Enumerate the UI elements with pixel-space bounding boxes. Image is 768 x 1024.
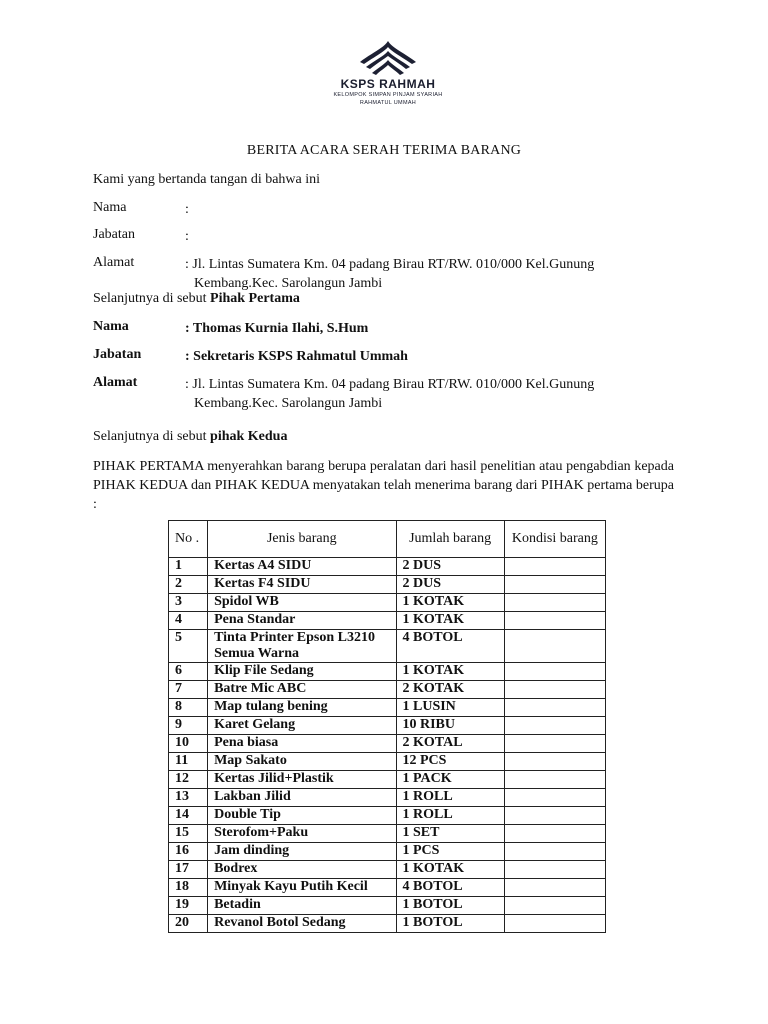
cell-no: 17 (169, 861, 208, 879)
party1-nama-value: : (185, 202, 189, 217)
table-row (169, 558, 606, 576)
cell-kondisi (504, 699, 605, 717)
party2-nama-value: : Thomas Kurnia Ilahi, S.Hum (185, 321, 369, 336)
table-row (169, 825, 606, 843)
table-row (169, 594, 606, 612)
cell-no: 16 (169, 843, 208, 861)
pihak-kedua-name: pihak Kedua (210, 429, 288, 444)
pihak-pertama-line (93, 291, 300, 307)
cell-kondisi (504, 576, 605, 594)
table-row (169, 699, 606, 717)
header-jenis: Jenis barang (208, 521, 396, 558)
party1-alamat-value (185, 255, 594, 293)
cell-jenis: Revanol Botol Sedang (208, 915, 396, 933)
table-row (169, 663, 606, 681)
party1-alamat-line2: Kembang.Kec. Sarolangun Jambi (194, 276, 383, 291)
cell-jumlah: 1 BOTOL (396, 897, 504, 915)
cell-jumlah: 1 LUSIN (396, 699, 504, 717)
cell-no: 2 (169, 576, 208, 594)
cell-jenis: Kertas Jilid+Plastik (208, 771, 396, 789)
cell-jumlah: 1 KOTAK (396, 594, 504, 612)
table-row (169, 771, 606, 789)
cell-jumlah: 1 KOTAK (396, 663, 504, 681)
party2-nama-label: Nama (93, 319, 129, 334)
cell-jumlah: 12 PCS (396, 753, 504, 771)
cell-jenis: Batre Mic ABC (208, 681, 396, 699)
cell-jenis: Kertas F4 SIDU (208, 576, 396, 594)
cell-no: 14 (169, 807, 208, 825)
table-row (169, 576, 606, 594)
party1-alamat-label: Alamat (93, 255, 135, 270)
cell-jenis: Klip File Sedang (208, 663, 396, 681)
cell-kondisi (504, 558, 605, 576)
cell-jumlah: 1 ROLL (396, 807, 504, 825)
party2-jabatan-label: Jabatan (93, 347, 142, 362)
cell-jumlah: 2 DUS (396, 558, 504, 576)
cell-kondisi (504, 915, 605, 933)
cell-kondisi (504, 771, 605, 789)
cell-no: 11 (169, 753, 208, 771)
cell-no: 10 (169, 735, 208, 753)
cell-jenis: Map tulang bening (208, 699, 396, 717)
cell-kondisi (504, 717, 605, 735)
party2-jabatan-value: : Sekretaris KSPS Rahmatul Ummah (185, 349, 408, 364)
organization-logo (318, 40, 458, 107)
party1-alamat-line1: : Jl. Lintas Sumatera Km. 04 padang Birau RT/RW. 010/000 Kel.Gunung (185, 257, 595, 272)
party1-nama-label: Nama (93, 200, 127, 215)
header-kondisi: Kondisi barang (504, 521, 605, 558)
table-row (169, 612, 606, 630)
pihak-kedua-line (93, 429, 287, 445)
cell-kondisi (504, 594, 605, 612)
cell-kondisi (504, 861, 605, 879)
table-row (169, 879, 606, 897)
table-row (169, 789, 606, 807)
cell-jenis: Tinta Printer Epson L3210 Semua Warna (208, 630, 396, 663)
cell-no: 12 (169, 771, 208, 789)
cell-no: 20 (169, 915, 208, 933)
cell-jenis: Bodrex (208, 861, 396, 879)
cell-jumlah: 10 RIBU (396, 717, 504, 735)
cell-jumlah: 2 DUS (396, 576, 504, 594)
cell-no: 13 (169, 789, 208, 807)
cell-jenis: Jam dinding (208, 843, 396, 861)
cell-jumlah: 4 BOTOL (396, 630, 504, 663)
cell-kondisi (504, 735, 605, 753)
cell-no: 3 (169, 594, 208, 612)
cell-no: 6 (169, 663, 208, 681)
party1-jabatan-label: Jabatan (93, 227, 135, 242)
table-row (169, 861, 606, 879)
cell-jenis: Minyak Kayu Putih Kecil (208, 879, 396, 897)
cell-jenis: Double Tip (208, 807, 396, 825)
cell-kondisi (504, 879, 605, 897)
cell-jumlah: 1 SET (396, 825, 504, 843)
logo-name: KSPS RAHMAH (340, 77, 436, 91)
party2-alamat-line1: : Jl. Lintas Sumatera Km. 04 padang Birau RT/RW. 010/000 Kel.Gunung (185, 377, 595, 392)
cell-jenis: Pena biasa (208, 735, 396, 753)
table-row (169, 681, 606, 699)
cell-no: 7 (169, 681, 208, 699)
cell-jenis: Sterofom+Paku (208, 825, 396, 843)
cell-kondisi (504, 825, 605, 843)
cell-no: 4 (169, 612, 208, 630)
logo-subtitle: KELOMPOK SIMPAN PINJAM SYARIAH (333, 92, 443, 98)
items-table (168, 520, 606, 933)
cell-jenis: Map Sakato (208, 753, 396, 771)
cell-jumlah: 2 KOTAK (396, 681, 504, 699)
cell-kondisi (504, 753, 605, 771)
header-jumlah: Jumlah barang (396, 521, 504, 558)
party2-alamat-value (185, 375, 594, 413)
table-header-row (169, 521, 606, 558)
table-row (169, 630, 606, 663)
cell-no: 19 (169, 897, 208, 915)
table-row (169, 735, 606, 753)
cell-no: 9 (169, 717, 208, 735)
cell-no: 15 (169, 825, 208, 843)
pihak-pertama-name: Pihak Pertama (210, 291, 300, 306)
cell-jumlah: 1 BOTOL (396, 915, 504, 933)
pihak-pertama-prefix: Selanjutnya di sebut (93, 291, 211, 306)
party1-jabatan-value: : (185, 229, 189, 244)
cell-jenis: Lakban Jilid (208, 789, 396, 807)
cell-jenis: Kertas A4 SIDU (208, 558, 396, 576)
intro-text: Kami yang bertanda tangan di bahwa ini (93, 172, 321, 187)
cell-jenis: Betadin (208, 897, 396, 915)
party2-alamat-label: Alamat (93, 375, 138, 390)
cell-jenis: Karet Gelang (208, 717, 396, 735)
cell-jenis: Pena Standar (208, 612, 396, 630)
cell-no: 18 (169, 879, 208, 897)
cell-jumlah: 1 KOTAK (396, 861, 504, 879)
cell-jumlah: 4 BOTOL (396, 879, 504, 897)
cell-no: 8 (169, 699, 208, 717)
cell-kondisi (504, 630, 605, 663)
cell-jumlah: 1 ROLL (396, 789, 504, 807)
cell-no: 1 (169, 558, 208, 576)
cell-kondisi (504, 681, 605, 699)
cell-jumlah: 1 KOTAK (396, 612, 504, 630)
table-body (169, 558, 606, 933)
cell-kondisi (504, 789, 605, 807)
cell-kondisi (504, 612, 605, 630)
party2-alamat-line2: Kembang.Kec. Sarolangun Jambi (194, 396, 383, 411)
table-row (169, 915, 606, 933)
cell-jumlah: 1 PACK (396, 771, 504, 789)
table-row (169, 807, 606, 825)
cell-kondisi (504, 807, 605, 825)
pihak-kedua-prefix: Selanjutnya di sebut (93, 429, 211, 444)
mosque-dome-icon (356, 40, 420, 76)
logo-subtitle-2: RAHMATUL UMMAH (359, 100, 417, 106)
handover-paragraph: PIHAK PERTAMA menyerahkan barang berupa peralatan dari hasil penelitian atau pengabdian kepada PIHAK KEDUA dan PIHAK KEDUA menyatakan telah menerima barang dari PIHAK pertama berupa : (93, 459, 674, 512)
table-row (169, 717, 606, 735)
table-row (169, 897, 606, 915)
cell-jumlah: 1 PCS (396, 843, 504, 861)
cell-no: 5 (169, 630, 208, 663)
cell-kondisi (504, 897, 605, 915)
table-row (169, 753, 606, 771)
header-no: No . (169, 521, 208, 558)
cell-kondisi (504, 663, 605, 681)
cell-jumlah: 2 KOTAL (396, 735, 504, 753)
cell-kondisi (504, 843, 605, 861)
table-row (169, 843, 606, 861)
cell-jenis: Spidol WB (208, 594, 396, 612)
document-title: BERITA ACARA SERAH TERIMA BARANG (246, 143, 522, 158)
